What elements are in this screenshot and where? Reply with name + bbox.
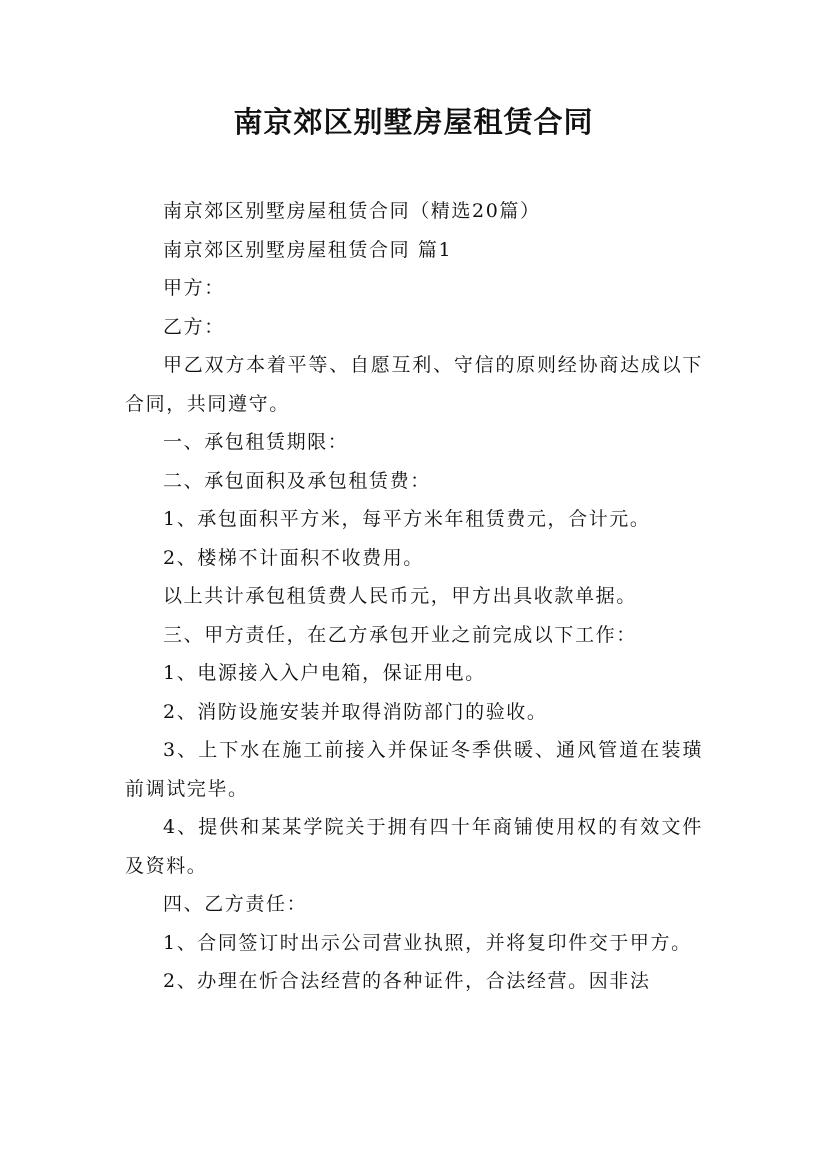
- paragraph: 南京郊区别墅房屋租赁合同 篇1: [163, 238, 453, 261]
- paragraph: 乙方：: [163, 315, 225, 338]
- paragraph: 1、合同签订时出示公司营业执照，并将复印件交于甲方。: [163, 931, 692, 954]
- paragraph: 2、消防设施安装并取得消防部门的验收。: [163, 700, 548, 723]
- paragraph: 三、甲方责任，在乙方承包开业之前完成以下工作：: [163, 623, 637, 646]
- paragraph: 以上共计承包租赁费人民币元，甲方出具收款单据。: [163, 585, 637, 607]
- paragraph: 3、上下水在施工前接入并保证冬季供暖、通风管道在装璜前调试完毕。: [125, 739, 703, 800]
- paragraph: 一、承包租赁期限：: [163, 431, 349, 453]
- paragraph: 1、承包面积平方米，每平方米年租赁费元，合计元。: [163, 508, 651, 530]
- paragraph: 四、乙方责任：: [163, 893, 308, 915]
- paragraph: 2、楼梯不计面积不收费用。: [163, 546, 424, 569]
- paragraph: 甲方：: [163, 277, 225, 299]
- document-body: [125, 192, 703, 1001]
- paragraph: 南京郊区别墅房屋租赁合同（精选20篇）: [163, 200, 541, 222]
- paragraph: 甲乙双方本着平等、自愿互利、守信的原则经协商达成以下合同，共同遵守。: [125, 354, 703, 415]
- paragraph: 二、承包面积及承包租赁费：: [163, 469, 431, 492]
- paragraph: 2、办理在忻合法经营的各种证件，合法经营。因非法: [163, 970, 651, 992]
- paragraph: 1、电源接入入户电箱，保证用电。: [163, 662, 486, 684]
- paragraph: 4、提供和某某学院关于拥有四十年商铺使用权的有效文件及资料。: [125, 816, 703, 877]
- document-title: 南京郊区别墅房屋租赁合同: [233, 105, 594, 139]
